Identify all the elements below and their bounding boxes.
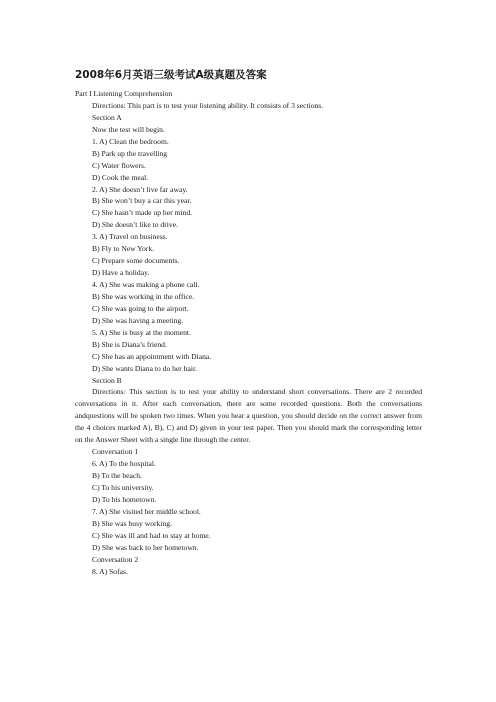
document-body <box>75 88 422 578</box>
document-title: 2008年6月英语三级考试A级真题及答案 <box>75 69 267 81</box>
question-line: 8. A) Sofas. <box>92 566 128 576</box>
question-line: B) To the beach. <box>92 471 142 481</box>
question-line: D) To his hometown. <box>92 494 157 504</box>
question-line: C) Prepare some documents. <box>92 256 180 266</box>
section-b-directions: Directions: This section is to test your ability to understand short conversations. There are 2 recorded conversations in it. After each conversation, there are some recorded questions. Both the conversations andquestions will be spoken two times. When you hear a question, you should decide on the correct answer from the 4 choices marked A), B), C) and D) given in your test paper. Then you should mark the corresponding letter on the Answer Sheet with a single line through the center. <box>75 387 422 445</box>
conversation-2-heading: Conversation 2 <box>92 554 139 564</box>
question-line: D) Cook the meal. <box>92 172 149 182</box>
question-line: B) She was busy working. <box>92 518 172 528</box>
part-heading: Part I Listening Comprehension <box>75 89 173 98</box>
question-line: 3. A) Travel on business. <box>92 232 168 242</box>
question-line: D) She wants Diana to do her hair. <box>92 363 198 373</box>
conversation-2-questions <box>75 566 422 578</box>
question-line: 2. A) She doesn’t live far away. <box>92 184 188 194</box>
question-line: 4. A) She was making a phone call. <box>92 280 200 289</box>
question-line: D) She was having a meeting. <box>92 315 184 325</box>
section-b-heading: Section B <box>92 375 122 385</box>
section-a-questions <box>75 136 422 375</box>
question-line: B) She is Diana’s friend. <box>92 339 167 349</box>
part-directions: Directions: This part is to test your listening ability. It consists of 3 sections. <box>92 100 324 110</box>
question-line: B) Fly to New York. <box>92 244 155 254</box>
question-line: D) Have a holiday. <box>92 268 150 278</box>
question-line: 7. A) She visited her middle school. <box>92 506 201 516</box>
conversation-1-questions <box>75 458 422 554</box>
question-line: B) Park up the travelling <box>92 148 168 158</box>
question-line: C) To his university. <box>92 483 154 493</box>
question-line: D) She was back to her hometown. <box>92 542 199 552</box>
question-line: B) She was working in the office. <box>92 291 195 301</box>
question-line: C) She hasn’t made up her mind. <box>92 208 193 218</box>
question-line: C) Water flowers. <box>92 160 146 170</box>
question-line: B) She won’t buy a car this year. <box>92 196 192 206</box>
question-line: C) She was ill and had to stay at home. <box>92 530 211 540</box>
question-line: D) She doesn’t like to drive. <box>92 220 178 230</box>
question-line: 1. A) Clean the bedroom. <box>92 136 169 146</box>
question-line: C) She has an appointment with Diana. <box>92 351 212 361</box>
question-line: 5. A) She is busy at the moment. <box>92 327 191 337</box>
conversation-1-heading: Conversation 1 <box>92 447 139 457</box>
question-line: 6. A) To the hospital. <box>92 459 156 469</box>
section-a-heading: Section A <box>92 112 122 122</box>
section-a-intro: Now the test will begin. <box>92 124 165 134</box>
question-line: C) She was going to the airport. <box>92 303 189 313</box>
